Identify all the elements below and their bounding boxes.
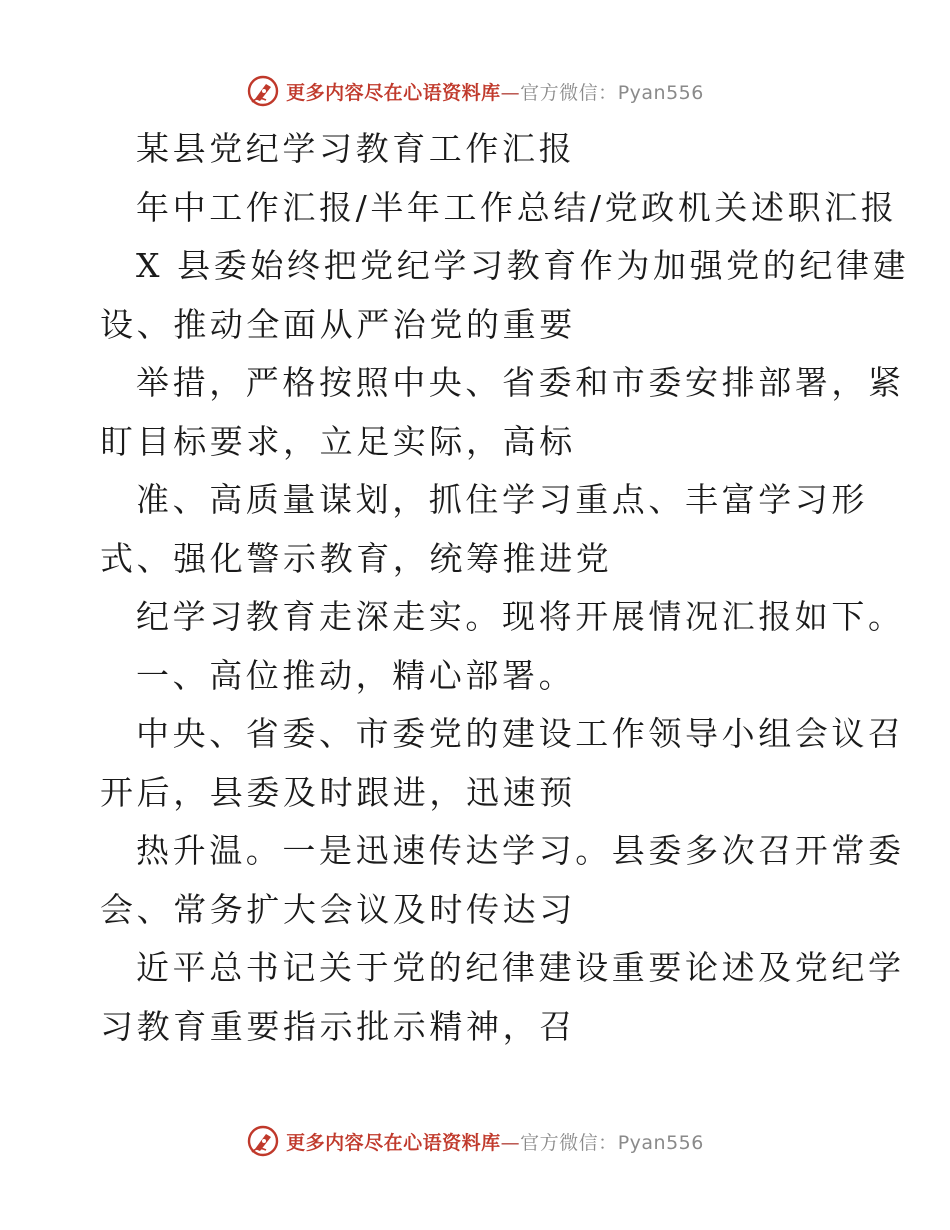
paragraph-line: 纪学习教育走深走实。现将开展情况汇报如下。 — [136, 597, 905, 636]
watermark-dash: — — [500, 81, 521, 104]
watermark-account-label: 官方微信： — [520, 81, 618, 104]
watermark-dash: — — [500, 1131, 521, 1154]
paragraph-line: 准、高质量谋划，抓住学习重点、丰富学习形 — [136, 480, 868, 519]
paragraph-line: 开后，县委及时跟进，迅速预 — [100, 772, 576, 812]
document-subtitle: 年中工作汇报/半年工作总结/党政机关述职汇报 — [136, 187, 898, 227]
watermark-text — [286, 1128, 704, 1155]
footer-watermark — [0, 1121, 950, 1161]
watermark-account-id: Pyan556 — [617, 81, 704, 104]
paragraph-line: 习教育重要指示批示精神，召 — [100, 1006, 576, 1046]
paragraph-line: 会、常务扩大会议及时传达习 — [100, 889, 576, 929]
pen-nib-logo-icon — [246, 1124, 280, 1158]
watermark-brand: 更多内容尽在心语资料库 — [286, 1131, 501, 1154]
paragraph-line: 盯目标要求，立足实际，高标 — [100, 421, 576, 461]
section-heading: 一、高位推动，精心部署。 — [136, 655, 576, 695]
watermark-account-label: 官方微信： — [520, 1131, 618, 1154]
paragraph-line: 热升温。一是迅速传达学习。县委多次召开常委 — [136, 831, 905, 870]
watermark-text — [286, 78, 704, 105]
paragraph-line: 举措，严格按照中央、省委和市委安排部署，紧 — [136, 363, 905, 402]
paragraph-line: 式、强化警示教育，统筹推进党 — [100, 538, 613, 578]
header-watermark — [0, 71, 950, 111]
paragraph-line: 中央、省委、市委党的建设工作领导小组会议召 — [136, 714, 905, 753]
document-title: 某县党纪学习教育工作汇报 — [136, 129, 576, 168]
document-body — [100, 120, 910, 1056]
pen-nib-logo-icon — [246, 74, 280, 108]
watermark-account-id: Pyan556 — [617, 1131, 704, 1154]
paragraph-line: 近平总书记关于党的纪律建设重要论述及党纪学 — [136, 948, 905, 987]
paragraph-line: X 县委始终把党纪学习教育作为加强党的纪律建 — [136, 246, 910, 285]
watermark-brand: 更多内容尽在心语资料库 — [286, 81, 501, 104]
paragraph-line: 设、推动全面从严治党的重要 — [100, 304, 576, 344]
